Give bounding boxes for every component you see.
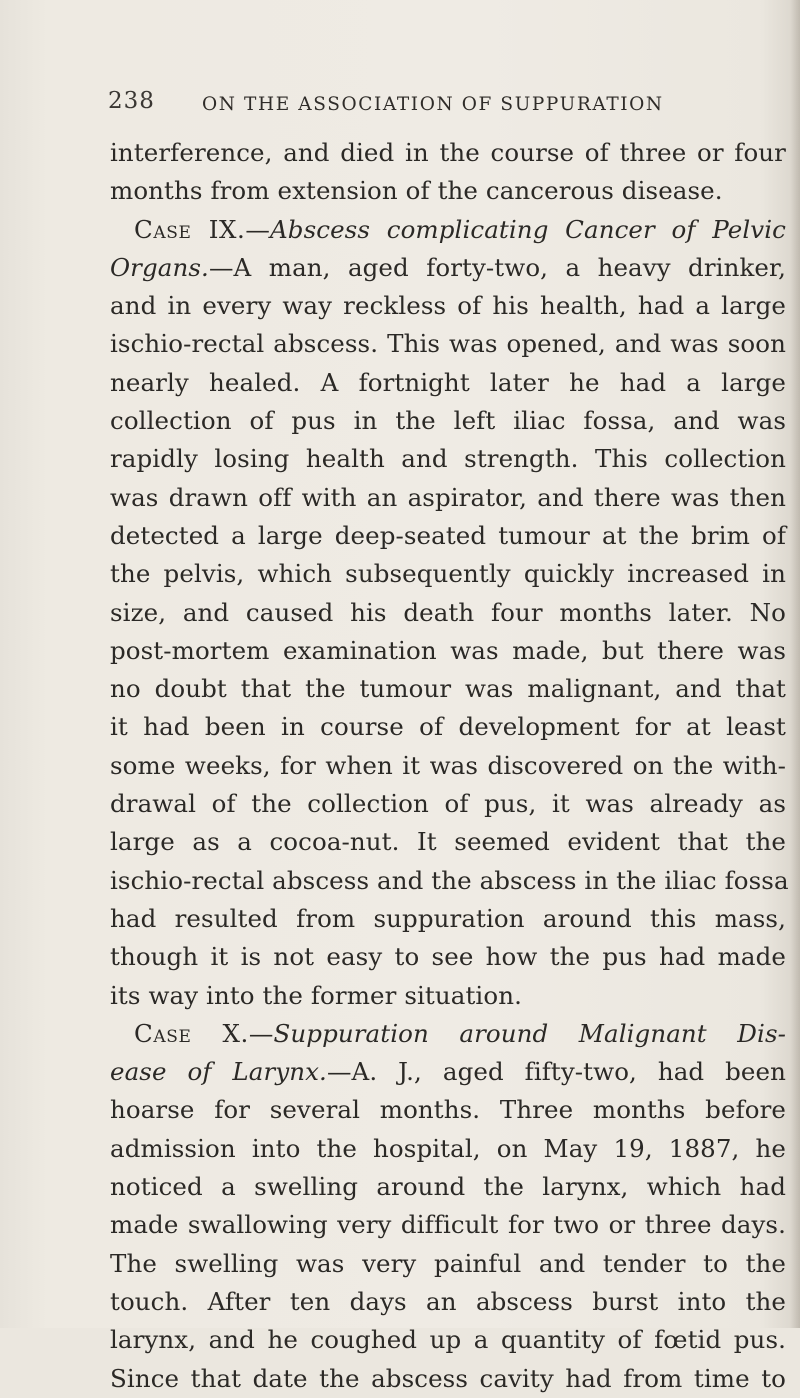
text-line: post-mortem examination was made, but there was [110,635,786,665]
text-line: admission into the hospital, on May 19, 1887, he [110,1133,786,1163]
text-line: Organs.—A man, aged forty-two, a heavy drinker, [110,252,786,282]
text-line: made swallowing very difficult for two or three days. [110,1210,786,1240]
text-line: was drawn off with an aspirator, and there was then [110,482,786,512]
text-line: larynx, and he coughed up a quantity of fœtid pus. [110,1325,786,1355]
case-label: Case X. [134,1018,249,1048]
case-heading-line: Case X.—Suppuration around Malignant Dis- [134,1018,786,1048]
body-text [110,134,789,1398]
text-line: Since that date the abscess cavity had from time to [110,1363,786,1393]
running-head-title: ON THE ASSOCIATION OF SUPPURATION [202,94,664,115]
text-line: and in every way reckless of his health, had a large [110,291,786,321]
text-line: The swelling was very painful and tender to the [110,1248,786,1278]
text-line: ease of Larynx.—A. J., aged fifty-two, had been [110,1057,786,1087]
text-line: months from extension of the cancerous disease. [110,176,723,206]
page-number: 238 [108,88,155,114]
text-line: nearly healed. A fortnight later he had a large [110,367,786,397]
running-head [108,88,788,124]
text-line: size, and caused his death four months later. No [110,597,786,627]
text-line: no doubt that the tumour was malignant, and that [110,674,786,704]
text-line: large as a cocoa-nut. It seemed evident that the [110,827,786,857]
text-line: ischio-rectal abscess and the abscess in the iliac fossa [110,865,789,895]
text-line: interference, and died in the course of three or four [110,138,786,167]
case-label: Case IX. [134,214,246,244]
text-line: noticed a swelling around the larynx, which had [110,1172,786,1202]
text-line: some weeks, for when it was discovered on the with- [110,750,786,780]
text-line: rapidly losing health and strength. This collection [110,444,786,474]
text-line: it had been in course of development for at least [110,712,786,742]
case-title: Organs. [110,252,209,282]
case-title: Suppuration around Malignant Dis- [273,1018,786,1048]
text-line: though it is not easy to see how the pus had made [110,942,786,972]
text-line: touch. After ten days an abscess burst into the [110,1286,786,1316]
text-line: hoarse for several months. Three months before [110,1095,786,1125]
page-edge-shadow [790,0,800,1328]
text-line: collection of pus in the left iliac fossa, and was [110,406,786,436]
text-line: its way into the former situation. [110,980,522,1010]
case-title: ease of Larynx. [110,1057,327,1087]
text-line: detected a large deep-seated tumour at the brim of [110,520,786,550]
text-line: ischio-rectal abscess. This was opened, and was soon [110,329,786,359]
case-heading-line: Case IX.—Abscess complicating Cancer of Pelvic [134,214,786,244]
text-line: drawal of the collection of pus, it was already as [110,789,786,819]
text-line: had resulted from suppuration around this mass, [110,903,786,933]
case-title: Abscess complicating Cancer of Pelvic [270,214,786,244]
text-line: the pelvis, which subsequently quickly increased in [110,559,786,589]
